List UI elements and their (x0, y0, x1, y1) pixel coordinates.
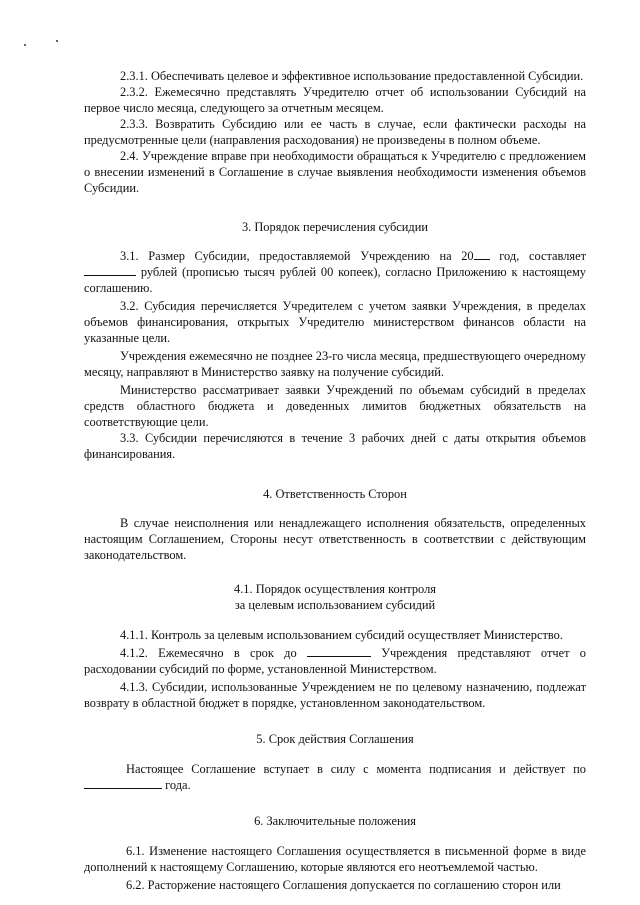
clause-3-2: 3.2. Субсидия перечисляется Учредителем с учетом заявки Учреждения, в пределах объемов финансирования, открытых Учредителю министерством финансов области на указанные цели. (84, 299, 586, 345)
clause-4-1-1: 4.1.1. Контроль за целевым использованием субсидий осуществляет Министерство. (120, 628, 563, 642)
clause-4-1-2-text-b: Учреждения представляют отчет о расходовании субсидий по форме, установленной Министерством. (84, 646, 586, 676)
clause-5-text-b: года. (162, 778, 191, 792)
clause-3-2-applications: Учреждения ежемесячно не позднее 23-го числа месяца, предшествующего очередному месяцу, направляют в Министерство заявку на получение субсидий. (84, 349, 586, 379)
clause-5-term (84, 761, 586, 793)
scan-speck (56, 40, 58, 42)
subsection-4-1-heading (84, 581, 586, 613)
clause-3-3: 3.3. Субсидии перечисляются в течение 3 рабочих дней с даты открытия объемов финансирования. (84, 431, 586, 461)
section-5-heading: 5. Срок действия Соглашения (256, 732, 414, 746)
amount-blank (84, 264, 136, 276)
clause-3-1-text-a: 3.1. Размер Субсидии, предоставляемой Учреждению на 20 (120, 249, 474, 263)
clause-3-1-text-b: год, составляет (489, 249, 586, 263)
clause-6-1: 6.1. Изменение настоящего Соглашения осуществляется в письменной форме в виде дополнений к настоящему Соглашению, которые являются его неотъемлемой частью. (84, 844, 586, 874)
clause-2-3-1: 2.3.1. Обеспечивать целевое и эффективное использование предоставленной Субсидии. (120, 69, 584, 83)
section-3-heading: 3. Порядок перечисления субсидии (241, 220, 429, 234)
subsection-4-1-heading-line2: за целевым использованием субсидий (234, 598, 436, 612)
clause-3-2-review: Министерство рассматривает заявки Учреждений по объемам субсидий в пределах средств областного бюджета и доведенных лимитов бюджетных обязательств на соответствующие цели. (84, 383, 586, 429)
section-4-heading: 4. Ответственность Сторон (263, 487, 407, 501)
clause-4-1-2 (84, 645, 586, 677)
clause-2-3-3: 2.3.3. Возвратить Субсидию или ее часть в случае, если фактически расходы на предусмотренные цели (направления расходования) не произведены в полном объеме. (84, 117, 586, 147)
clause-3-1-text-c: рублей (прописью тысяч рублей 00 копеек), согласно Приложению к настоящему соглашению. (84, 265, 586, 295)
scan-speck (24, 44, 26, 46)
clause-3-1 (84, 248, 586, 296)
clause-2-3-2: 2.3.2. Ежемесячно представлять Учредителю отчет об использовании Субсидий на первое число месяца, следующего за отчетным месяцем. (84, 85, 586, 115)
year-blank (474, 248, 490, 260)
clause-4-liability: В случае неисполнения или ненадлежащего исполнения обязательств, определенных настоящим Соглашением, Стороны несут ответственность в соответствии с действующим законодательством. (84, 516, 586, 562)
document-body (84, 68, 586, 893)
clause-4-1-2-text-a: 4.1.2. Ежемесячно в срок до (120, 646, 307, 660)
end-date-blank (84, 777, 162, 789)
clause-6-2: 6.2. Расторжение настоящего Соглашения допускается по соглашению сторон или (126, 878, 561, 892)
clause-2-4: 2.4. Учреждение вправе при необходимости обращаться к Учредителю с предложением о внесении изменений в Соглашение в случае выявления необходимости изменения объемов Субсидии. (84, 149, 586, 195)
section-6-heading: 6. Заключительные положения (254, 814, 416, 828)
subsection-4-1-heading-line1: 4.1. Порядок осуществления контроля (234, 582, 436, 596)
clause-4-1-3: 4.1.3. Субсидии, использованные Учреждением не по целевому назначению, подлежат возврату в областной бюджет в порядке, установленном законодательством. (84, 680, 586, 710)
deadline-blank (307, 645, 371, 657)
clause-5-text-a: Настоящее Соглашение вступает в силу с момента подписания и действует по (126, 762, 586, 776)
